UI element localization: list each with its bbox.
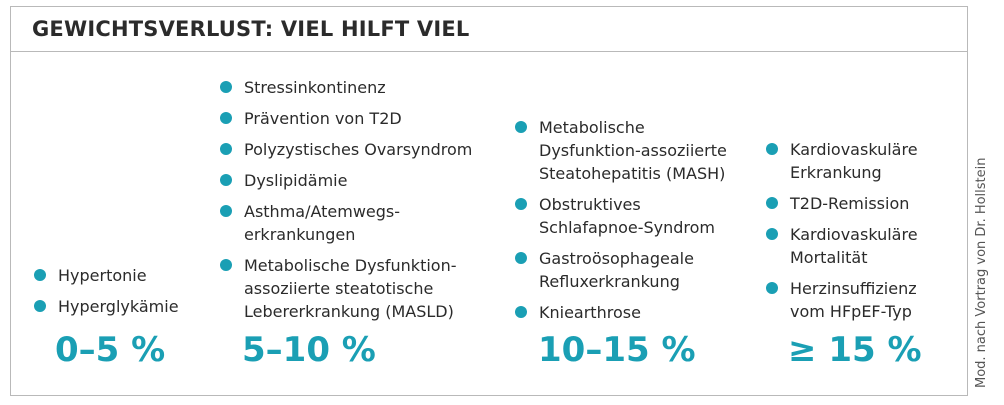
condition-item: Kardiovaskuläre Mortalität bbox=[766, 223, 961, 269]
condition-item: Polyzystisches Ovarsyndrom bbox=[220, 138, 500, 161]
condition-list bbox=[220, 76, 500, 323]
range-label-5-10: 5–10 % bbox=[242, 330, 376, 370]
condition-item: Asthma/Atemwegs- erkrankungen bbox=[220, 200, 500, 246]
bullet-dot bbox=[766, 197, 778, 209]
condition-item: Metabolische Dysfunktion- assoziierte steatotische Lebererkrankung (MASLD) bbox=[220, 254, 500, 323]
condition-item: Obstruktives Schlafapnoe-Syndrom bbox=[515, 193, 755, 239]
bullet-dot bbox=[220, 81, 232, 93]
condition-item: Kardiovaskuläre Erkrankung bbox=[766, 138, 961, 184]
column-5-10 bbox=[220, 76, 500, 331]
condition-item: Hypertonie bbox=[34, 264, 224, 287]
bullet-dot bbox=[220, 205, 232, 217]
bullet-dot bbox=[515, 306, 527, 318]
source-credit: Mod. nach Vortrag von Dr. Hollstein bbox=[974, 157, 989, 388]
title-bar bbox=[11, 7, 967, 52]
condition-item: Hyperglykämie bbox=[34, 295, 224, 318]
range-label-10-15: 10–15 % bbox=[538, 330, 696, 370]
bullet-dot bbox=[766, 282, 778, 294]
bullet-dot bbox=[220, 174, 232, 186]
bullet-dot bbox=[34, 300, 46, 312]
bullet-dot bbox=[515, 252, 527, 264]
range-label-15-plus: ≥ 15 % bbox=[788, 330, 922, 370]
bullet-dot bbox=[515, 198, 527, 210]
condition-item: Gastroösophageale Refluxerkrankung bbox=[515, 247, 755, 293]
condition-list bbox=[766, 138, 961, 323]
range-label-0-5: 0–5 % bbox=[55, 330, 166, 370]
infographic-title: GEWICHTSVERLUST: VIEL HILFT VIEL bbox=[32, 17, 470, 41]
bullet-dot bbox=[766, 228, 778, 240]
column-15-plus bbox=[766, 138, 961, 331]
condition-item: Stressinkontinenz bbox=[220, 76, 500, 99]
bullet-dot bbox=[766, 143, 778, 155]
bullet-dot bbox=[220, 143, 232, 155]
bullet-dot bbox=[220, 112, 232, 124]
condition-item: Herzinsuffizienz vom HFpEF-Typ bbox=[766, 277, 961, 323]
condition-item: Kniearthrose bbox=[515, 301, 755, 324]
condition-item: Dyslipidämie bbox=[220, 169, 500, 192]
column-10-15 bbox=[515, 116, 755, 332]
bullet-dot bbox=[515, 121, 527, 133]
bullet-dot bbox=[220, 259, 232, 271]
condition-list bbox=[515, 116, 755, 324]
condition-list bbox=[34, 264, 224, 318]
condition-item: Prävention von T2D bbox=[220, 107, 500, 130]
condition-item: Metabolische Dysfunktion-assoziierte Steatohepatitis (MASH) bbox=[515, 116, 755, 185]
condition-item: T2D-Remission bbox=[766, 192, 961, 215]
bullet-dot bbox=[34, 269, 46, 281]
column-0-5 bbox=[34, 264, 224, 326]
